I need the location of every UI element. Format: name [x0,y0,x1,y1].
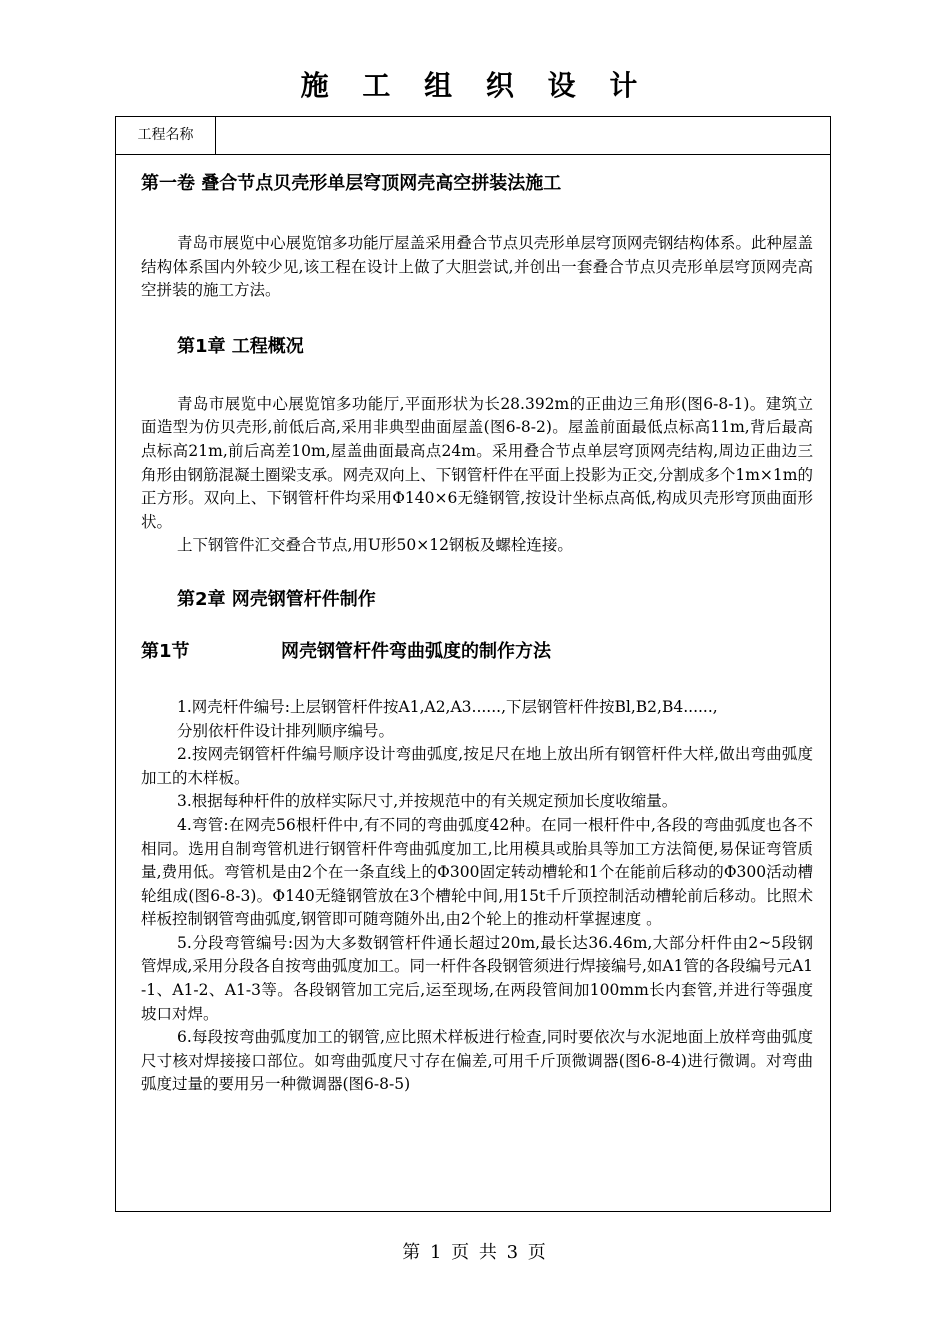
chapter-2-paragraph: 1.网壳杆件编号:上层钢管杆件按A1,A2,A3......,下层钢管杆件按Bl,B2,B4......, [177,697,718,716]
chapter-2-paragraph: 2.按网壳钢管杆件编号顺序设计弯曲弧度,按足尺在地上放出所有钢管杆件大样,做出弯曲弧度加工的木样板。 [141,745,813,787]
document-body [141,155,813,1097]
volume-title: 第一卷 叠合节点贝壳形单层穹顶网壳高空拼装法施工 [141,173,562,194]
project-name-row [116,117,830,155]
intro-paragraph: 青岛市展览中心展览馆多功能厅屋盖采用叠合节点贝壳形单层穹顶网壳钢结构体系。此种屋盖结构体系国内外较少见,该工程在设计上做了大胆尝试,并创出一套叠合节点贝壳形单层穹顶网壳高空拼装的施工方法。 [141,234,813,300]
project-name-label: 工程名称 [116,117,216,154]
chapter-2-paragraph: 5.分段弯管编号:因为大多数钢管杆件通长超过20m,最长达36.46m,大部分杆件由2~5段钢管焊成,采用分段各自按弯曲弧度加工。同一杆件各段钢管须进行焊接编号,如A1管的各段编号元A1-1、A1-2、A1-3等。各段钢管加工完后,运至现场,在两段管间加100mm长内套管,并进行等强度坡口对焊。 [141,933,813,1023]
document-title: 施 工 组 织 设 计 [300,69,650,102]
chapter-1-paragraph: 青岛市展览中心展览馆多功能厅,平面形状为长28.392m的正曲边三角形(图6-8-1)。建筑立面造型为仿贝壳形,前低后高,采用非典型曲面屋盖(图6-8-2)。屋盖前面最低点标高11m,背后最高点标高21m,前后高差10m,屋盖曲面最高点24m。采用叠合节点单层穹顶网壳结构,周边正曲边三角形由钢筋混凝土圈梁支承。网壳双向上、下钢管杆件在平面上投影为正交,分割成多个1m×1m的正方形。双向上、下钢管杆件均采用Φ140×6无缝钢管,按设计坐标点高低,构成贝壳形穹顶曲面形状。 [141,394,813,531]
chapter-2-paragraph: 分别依杆件设计排列顺序编号。 [177,721,395,740]
page-footer: 第 1 页 共 3 页 [402,1242,548,1263]
chapter-1-title: 第1章 工程概况 [177,335,304,357]
document-frame [115,116,831,1212]
chapter-2-paragraph: 3.根据每种杆件的放样实际尺寸,并按规范中的有关规定预加长度收缩量。 [177,792,678,811]
chapter-2-paragraph: 6.每段按弯曲弧度加工的钢管,应比照术样板进行检查,同时要依次与水泥地面上放样弯曲弧度尺寸核对焊接接口部位。如弯曲弧度尺寸存在偏差,可用千斤顶微调器(图6-8-4)进行微调。对弯曲弧度过量的要用另一种微调器(图6-8-5) [141,1028,813,1094]
chapter-2-paragraph: 4.弯管:在网壳56根杆件中,有不同的弯曲弧度42种。在同一根杆件中,各段的弯曲弧度也各不相同。选用自制弯管机进行钢管杆件弯曲弧度加工,比用模具或胎具等加工方法简便,易保证弯管质量,费用低。弯管机是由2个在一条直线上的Φ300固定转动槽轮和1个在能前后移动的Φ300活动槽轮组成(图6-8-3)。Φ140无缝钢管放在3个槽轮中间,用15t千斤顶控制活动槽轮前后移动。比照术样板控制钢管弯曲弧度,钢管即可随弯随外出,由2个轮上的推动杆掌握速度 。 [141,815,813,929]
project-name-value [216,117,830,154]
section-1-number: 第1节 [141,640,190,662]
chapter-2-title: 第2章 网壳钢管杆件制作 [177,588,376,610]
section-1-heading [141,638,813,666]
section-1-title: 网壳钢管杆件弯曲弧度的制作方法 [281,640,551,662]
chapter-1-paragraph: 上下钢管件汇交叠合节点,用U形50×12钢板及螺栓连接。 [177,536,573,555]
